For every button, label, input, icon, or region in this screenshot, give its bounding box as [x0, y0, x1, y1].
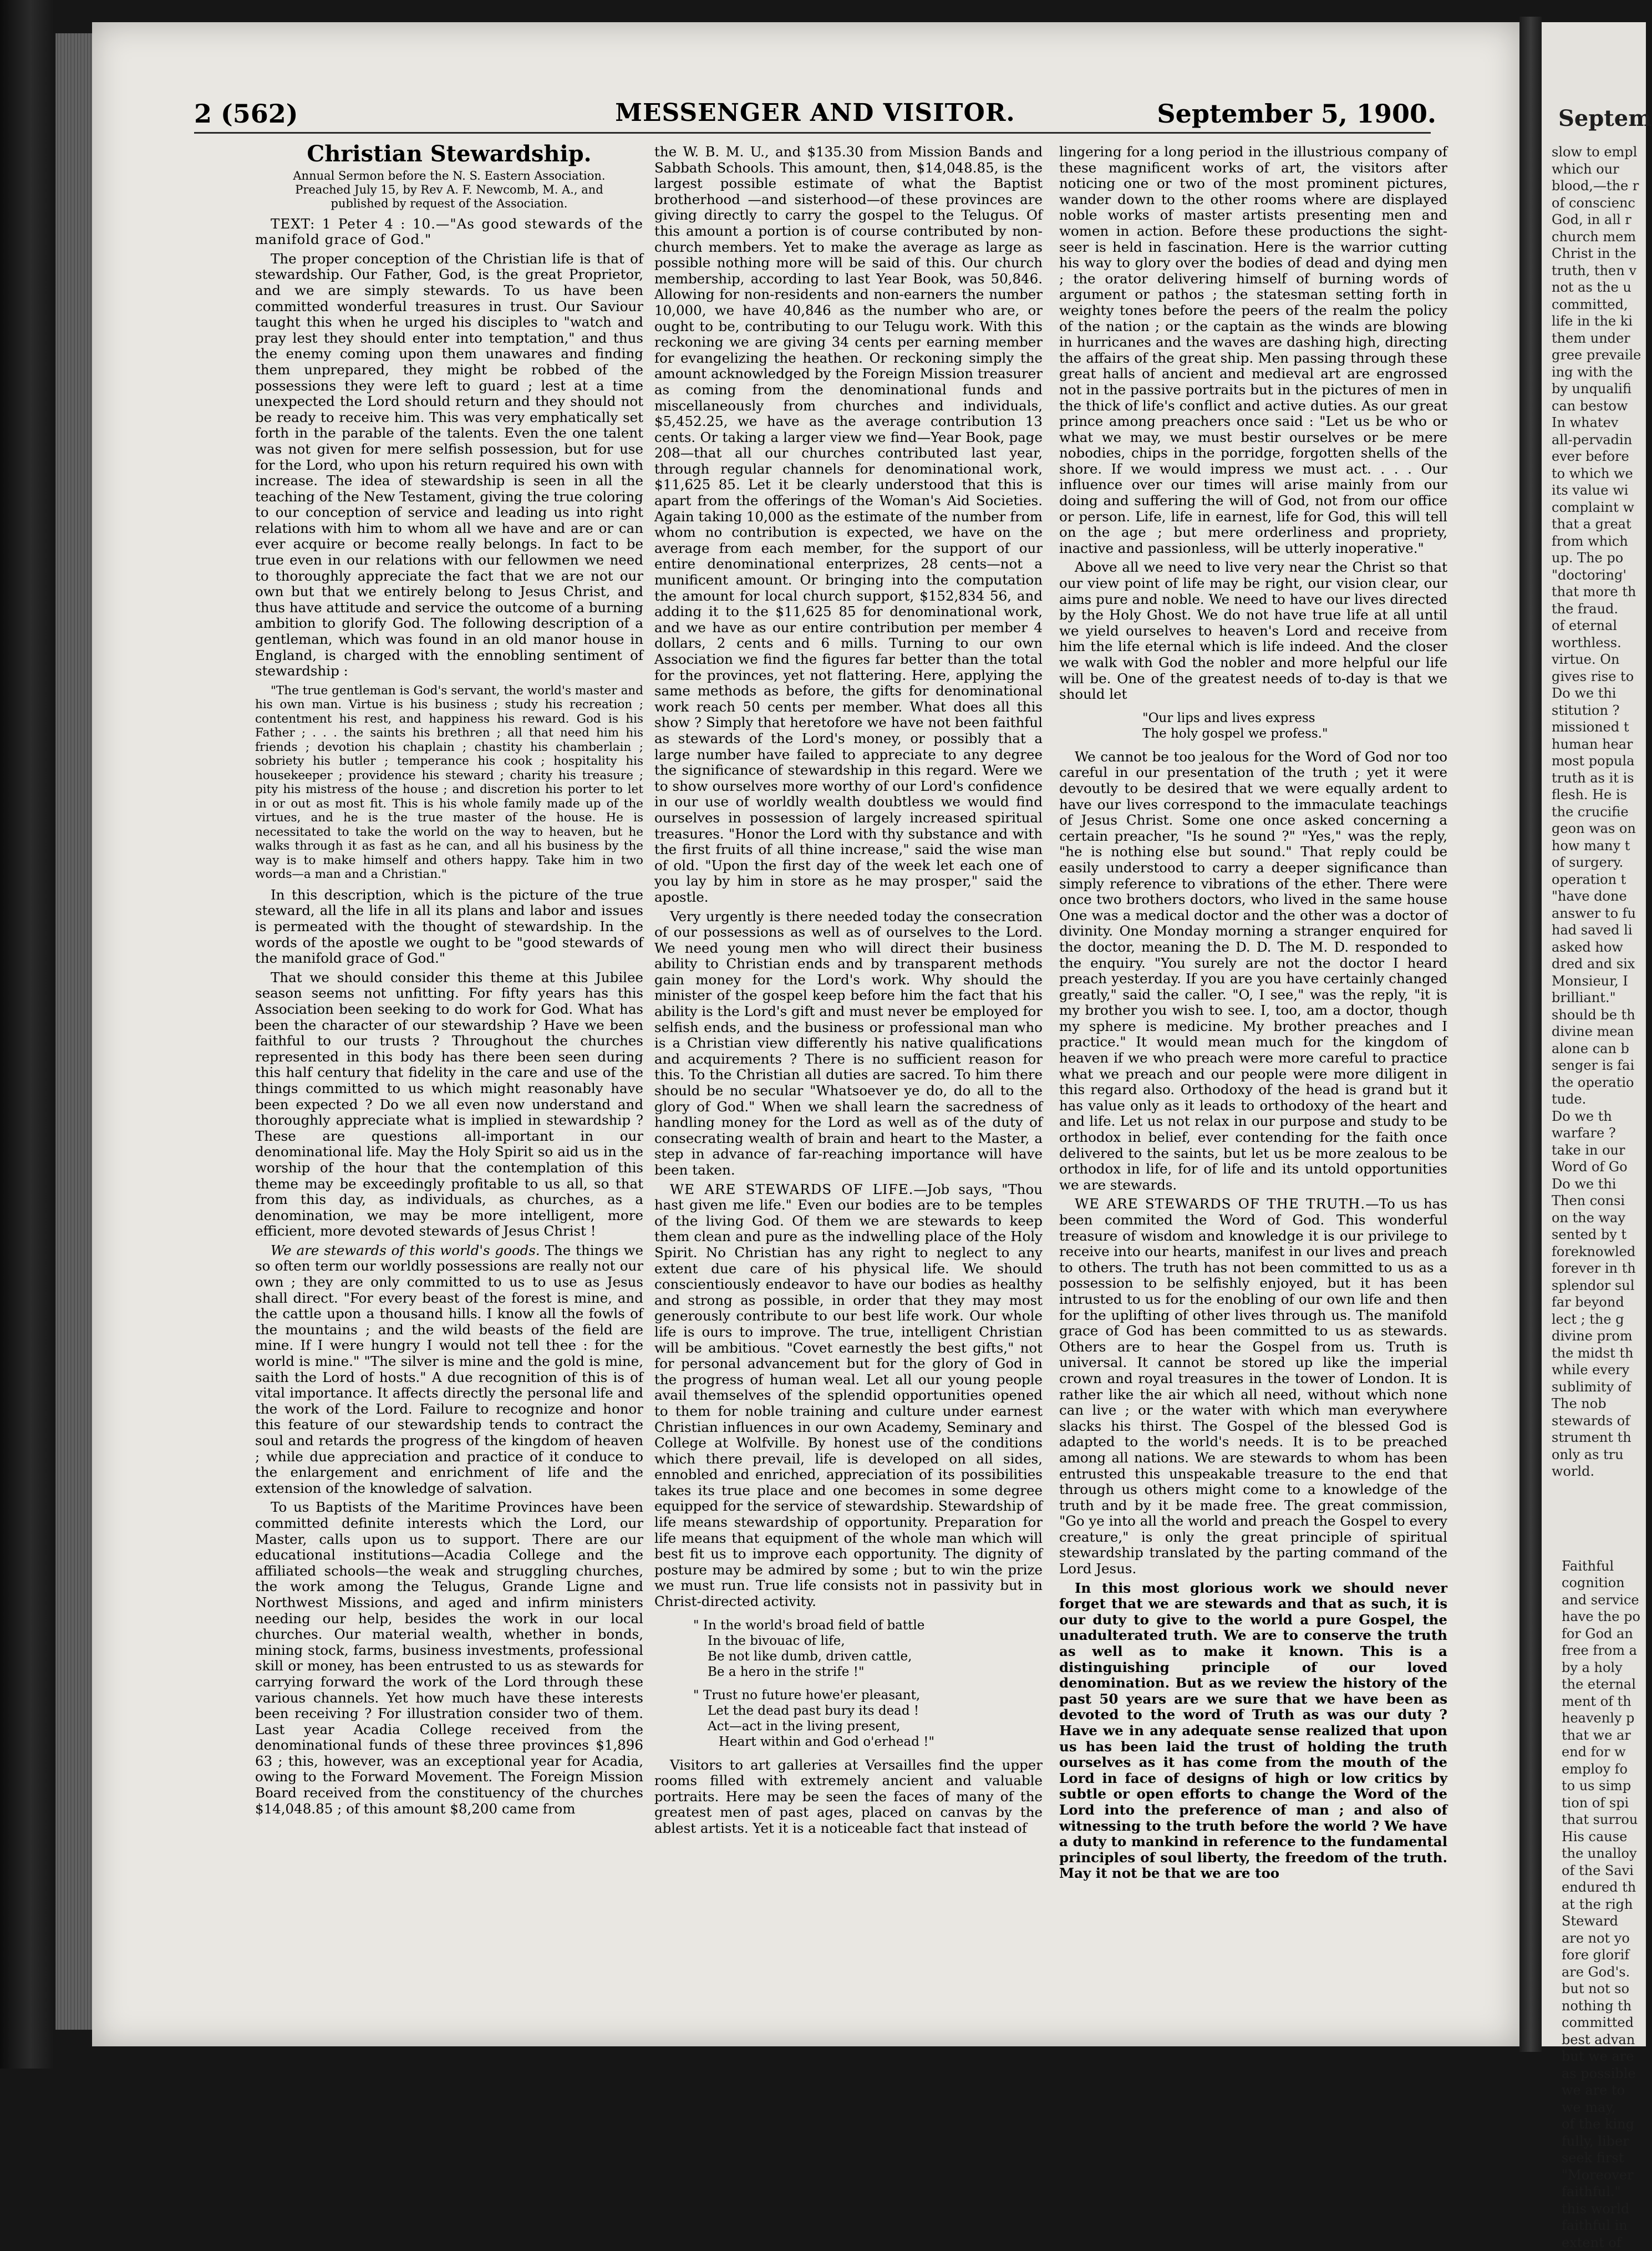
adjacent-text-line: truth as it is — [1552, 770, 1646, 787]
paragraph: In this description, which is the picture of the true steward, all the life in all its plans and labor and issues is permeated with the thought of stewardship. In the words of the apostle we ought to be "good stewards of the manifold grace of God." — [255, 887, 643, 967]
adjacent-text-line: Christ in the — [1552, 245, 1646, 262]
adjacent-text-line: Steward — [1562, 1913, 1646, 1930]
adjacent-text-line: of surgery. — [1552, 854, 1646, 871]
adjacent-text-line: Do we thi — [1552, 1176, 1646, 1193]
page-number: 2 (562) — [194, 99, 298, 129]
adjacent-text-line: how many t — [1552, 837, 1646, 855]
adjacent-text-line: to which we — [1552, 465, 1646, 482]
adjacent-text-line: "Moreover — [1562, 2167, 1646, 2184]
adjacent-text-line: that we ar — [1562, 1727, 1646, 1744]
adjacent-text-line: The nob — [1552, 1395, 1646, 1412]
adjacent-text-line: as possible — [1562, 2065, 1646, 2082]
adjacent-text-line: nothing th — [1562, 1998, 1646, 2015]
adjacent-text-line: gives rise to — [1552, 668, 1646, 685]
poem-line: The holy gospel we profess." — [1142, 726, 1447, 741]
paragraph: To us Baptists of the Maritime Provinces have been committed definite interests which the Lord, our Master, calls upon us to support. There are our educational institutions—Acadia College and the affiliated schools—the weak and struggling churches, the work among the Telugus, Grande Ligne and Northwest Missions, and aged and infirm ministers needing our help, besides the work in our local churches. Our material wealth, whether in bonds, mining stock, farms, business investments, professional skill or money, has been entrusted to us as stewards for carrying forward the work of the Lord through these various channels. Yet how much have these interests been receiving ? For illustration consider two of them. Last year Acadia College received from the denominational funds of these three provinces $1,896 63 ; this, however, was an exceptional year for Acadia, owing to the Forward Movement. The Foreign Mission Board received from the constituency of the churches $14,048.85 ; of this amount $8,200 came from — [255, 1500, 643, 1817]
adjacent-text-line: ment of th — [1562, 1693, 1646, 1710]
adjacent-text-line: only as tru — [1552, 1446, 1646, 1464]
adjacent-text-line: not as the u — [1552, 279, 1646, 296]
adjacent-text-line: and service — [1562, 1592, 1646, 1609]
adjacent-text-line: Do we thi — [1552, 685, 1646, 702]
adjacent-text-line: of the king — [1562, 2116, 1646, 2133]
adjacent-text-line: committed — [1562, 2014, 1646, 2031]
adjacent-text-line: senger is fai — [1552, 1057, 1646, 1074]
adjacent-text-bottom — [1552, 1558, 1646, 2251]
poem-line: Let the dead past bury its dead ! — [693, 1703, 1043, 1719]
poem-line: In the bivouac of life, — [693, 1633, 1043, 1649]
adjacent-text-line: blood,—the r — [1552, 177, 1646, 195]
paragraph: the W. B. M. U., and $135.30 from Mission Bands and Sabbath Schools. This amount, then, $14,048.85, is the largest possible estimate of what the Baptist brotherhood —and sisterhood—of these provinces are giving directly to carry the gospel to the Telugus. Of this amount a portion is of course contributed by non-church members. Yet to make the average as large as possible nothing more will be said of this. Our church membership, according to last Year Book, was 50,846. Allowing for non-residents and non-earners the number 10,000, we have 40,846 as the number who are, or ought to be, contributing to our Telugu work. With this reckoning we are giving 34 cents per earning member for evangelizing the heathen. Or reckoning simply the amount acknowledged by the Foreign Mission treasurer as coming from the denominational funds and miscellaneously from churches and individuals, $5,452.25, we have as the average contribution 13 cents. Or taking a larger view we find—Year Book, page 208—that all our churches contributed last year, through regular channels for denominational work, $11,625 85. Let it be clearly understood that this is apart from the offerings of the Woman's Aid Societies. Again taking 10,000 as the estimate of the number from whom no contribution is expected, we have on the average from each member, for the support of our entire denominational enterprizes, 28 cents—not a munificent amount. Or bringing into the computation the amount for local church support, $152,834 56, and adding it to the $11,625 85 for denominational work, and we have as our entire contribution per member 4 dollars, 2 cents and 6 mills. Turning to our own Association we find the figures far better than the total for the provinces, yet not flattering. Here, applying the same methods as before, the gifts for denominational work reach 50 cents per member. What does all this show ? Simply that heretofore we have not been faithful as stewards of the Lord's money, or possibly that a large number have failed to appreciate to any degree the significance of stewardship in this regard. Were we to show ourselves more worthy of our Lord's confidence in our use of worldly wealth doubtless we would find ourselves in possession of largely increased spiritual treasures. "Honor the Lord with thy substance and with the first fruits of all thine increase," said the wise man of old. "Upon the first day of the week let each one of you lay by him in store as he may prosper," said the apostle. — [654, 144, 1043, 906]
adjacent-text-line: had saved li — [1552, 922, 1646, 939]
adjacent-text-line: of conscienc — [1552, 195, 1646, 212]
adjacent-text-line: the unalloy — [1562, 1845, 1646, 1862]
adjacent-text-line: gree prevaile — [1552, 347, 1646, 364]
adjacent-text-line: virtue. On — [1552, 651, 1646, 668]
adjacent-text-line: ing with the — [1552, 364, 1646, 381]
adjacent-text-line: human hear — [1552, 736, 1646, 753]
adjacent-text-line: world. — [1552, 1463, 1646, 1480]
column-3 — [1059, 144, 1447, 1974]
column-1 — [255, 144, 643, 1974]
block-quote: "The true gentleman is God's servant, the world's master and his own man. Virtue is his business ; study his recreation ; contentment his rest, and happiness his reward. God is his Father ; . . . the saints his brethren ; all that need him his friends ; devotion his chaplain ; chastity his chamberlain ; sobriety his butler ; temperance his cook ; hospitality his housekeeper ; providence his steward ; charity his treasure ; pity his mistress of the house ; and discretion his porter to let in or out as most fit. This is his whole family made up of the virtues, and he is the true master of the house. He is necessitated to take the world on the way to heaven, but he walks through it as fast as he can, and all his business by the way is to make himself and others happy. Take him in two words—a man and a Christian." — [255, 684, 643, 882]
poem-line: Heart within and God o'erhead !" — [693, 1734, 1043, 1750]
poem-line: Act—act in the living present, — [693, 1719, 1043, 1734]
adjacent-text-line: on the way — [1552, 1210, 1646, 1227]
paragraph: Above all we need to live very near the Christ so that our view point of life may be right, our vision clear, our aims pure and noble. We need to have our lives directed by the Holy Ghost. We do not have true life at all until we yield ourselves to heaven's Lord and receive from him the life eternal which is life indeed. And the closer we walk with God the nobler and more helpful our life will be. One of the greatest needs of to-day is that we should let — [1059, 560, 1447, 702]
adjacent-text-line: flesh. He is — [1552, 786, 1646, 804]
adjacent-text-line: In whatev — [1552, 414, 1646, 431]
adjacent-text-line: take in our — [1552, 1142, 1646, 1159]
section-lead: WE ARE STEWARDS OF THE TRUTH. — [1075, 1196, 1365, 1212]
adjacent-text-line: but not so — [1562, 1980, 1646, 1998]
adjacent-text-line: "doctoring' — [1552, 567, 1646, 584]
adjacent-text-line: by a holy — [1562, 1659, 1646, 1676]
adjacent-text-line: for God an — [1562, 1625, 1646, 1643]
adjacent-text-line: can bestow — [1552, 398, 1646, 415]
adjacent-text-line: that a great — [1552, 516, 1646, 533]
adjacent-text-line: God, in all r — [1552, 211, 1646, 228]
adjacent-text-line: extent of — [1562, 2234, 1646, 2251]
adjacent-text-line: to us simp — [1562, 1777, 1646, 1795]
adjacent-text-line: dred and six — [1552, 956, 1646, 973]
adjacent-page-header: Septem — [1558, 105, 1646, 131]
column-2 — [654, 144, 1043, 1974]
adjacent-text-line: fully, liber — [1562, 2133, 1646, 2150]
paragraph — [255, 1243, 643, 1497]
adjacent-text-line: its value wi — [1552, 482, 1646, 499]
adjacent-text-line: of the Savi — [1562, 1862, 1646, 1879]
adjacent-text-line: "have done — [1552, 888, 1646, 905]
adjacent-text-line: His cause — [1562, 1828, 1646, 1846]
page-edges — [55, 33, 92, 2030]
adjacent-text-line: Faithful — [1562, 1558, 1646, 1575]
publication-title: MESSENGER AND VISITOR. — [538, 99, 1092, 127]
adjacent-text-line: employ fo — [1562, 1761, 1646, 1778]
adjacent-text-line: operation t — [1552, 871, 1646, 888]
adjacent-text-line: far beyond — [1552, 1294, 1646, 1311]
adjacent-text-line: Do we th — [1552, 1108, 1646, 1125]
paragraph: In this most glorious work we should never forget that we are stewards and that as such, it is our duty to give to the world a pure Gospel, the unadulterated truth. We are to conserve the truth as well as to make it known. This is a distinguishing principle of our loved denomination. But as we review the history of the past 50 years are we sure that we have been as devoted to the word of Truth as was our duty ? Have we in any adequate sense realized that upon us has been laid the trust of holding the truth ourselves as it has come from the mouth of the Lord in face of designs of high or low critics by subtle or open efforts to change the Word of the Lord into the preference of man ; and also of witnessing to the truth before the world ? We have a duty to mankind in reference to the fundamental principles of soul liberty, the freedom of the truth. May it not be that we are too — [1059, 1581, 1447, 1882]
adjacent-text-line: stitution ? — [1552, 702, 1646, 719]
adjacent-text-line: committed, — [1552, 296, 1646, 313]
paragraph: That we should consider this theme at this Jubilee season seems not unfitting. For fifty years has this Association been seeking to do work for God. What has been the character of our stewardship ? Have we been faithful to our trusts ? Throughout the churches represented in this body has there been seen during this half century that fidelity in the care and use of the things committed to us which might reasonably have been expected ? Do we all even now understand and thoroughly appreciate what is implied in stewardship ? These are questions all-important in our denominational life. May the Holy Spirit so aid us in the worship of the hour that the contemplation of this theme may be exceedingly profitable to us all, so that from this day, as individuals, as churches, as a denomination, we may be more intelligent, more efficient, more devoted stewards of Jesus Christ ! — [255, 970, 643, 1239]
adjacent-text-line: worthless. — [1552, 634, 1646, 652]
issue-date: September 5, 1900. — [1157, 99, 1436, 129]
adjacent-text-line: missioned t — [1552, 719, 1646, 736]
adjacent-text-line: complaint w — [1552, 499, 1646, 516]
adjacent-text-top — [1542, 144, 1646, 1480]
paragraph — [1059, 1196, 1447, 1577]
adjacent-text-line: answer to fu — [1552, 905, 1646, 922]
adjacent-text-line: alone can b — [1552, 1040, 1646, 1058]
sermon-text: TEXT: 1 Peter 4 : 10.—"As good stewards of the manifold grace of God." — [255, 216, 643, 248]
adjacent-text-line: truth, then v — [1552, 262, 1646, 280]
paragraph-body: —To us has been commited the Word of God. This wonderful treasure of wisdom and knowledge it is our privilege to receive into our hearts, manifest in our lives and preach to others. The truth has not been committed to us as a possession to be selfishly enjoyed, but it has been intrusted to us for the enobling of our own life and then for the uplifting of other lives through us. The manifold grace of God has been committed to us as stewards. Others are to hear the Gospel from us. Truth is universal. It cannot be stored up like the imperial crown and royal treasures in the tower of London. It is rather like the air which all need, without which none can live ; or the water with which man everywhere slacks his thirst. The Gospel of the blessed God is adapted to the world's needs. It is to be preached among all nations. We are stewards to whom has been entrusted this unspeakable treasure to the end that through us others might come to a knowledge of the truth and by it be made free. The great commission, "Go ye into all the world and preach the Gospel to every creature," is only the great principle of spiritual stewardship translated by the parting command of the Lord Jesus. — [1059, 1196, 1447, 1577]
poem-line: Be not like dumb, driven cattle, — [693, 1649, 1043, 1664]
adjacent-text-line: heavenly p — [1562, 1710, 1646, 1727]
paragraph-body: The things we so often term our worldly possessions are really not our own ; they are only committed to us to use as Jesus shall direct. "For every beast of the forest is mine, and the cattle upon a thousand hills. I know all the fowls of the mountains ; and the wild beasts of the field are mine. If I were hungry I would not tell thee : for the world is mine." "The silver is mine and the gold is mine, saith the Lord of hosts." A due recognition of this is of vital importance. It affects directly the personal life and the work of the Lord. Failure to recognize and honor this feature of our stewardship tends to contract the soul and retards the progress of the kingdom of heaven ; while due appreciation and practice of it conduce to the enlargement and enrichment of life and the extension of the knowledge of salvation. — [255, 1242, 643, 1496]
poem-line: "Our lips and lives express — [1142, 710, 1447, 726]
page-gutter — [1519, 17, 1542, 2052]
adjacent-text-line: foreknowled — [1552, 1243, 1646, 1261]
adjacent-text-line: asked how — [1552, 939, 1646, 956]
adjacent-text-line: slow to empl — [1552, 144, 1646, 161]
adjacent-text-line: free from a — [1562, 1642, 1646, 1659]
paragraph-body: —Job says, "Thou hast given me life." Even our bodies are to be temples of the living God. Of them we are stewards to keep them clean and pure as the indwelling place of the Holy Spirit. No Christian has any right to neglect to any extent due care of his physical life. We should conscientiously endeavor to have our bodies as healthy and strong as possible, in order that they may most generously contribute to our best life work. Our whole life is ours to improve. The true, intelligent Christian will be ambitious. "Covet earnestly the best gifts," not for personal advancement but for the glory of God in the progress of human weal. Let all our young people avail themselves of the splendid opportunities opened to them for noble training and culture under earnest Christian influences in our own Academy, Seminary and College at Wolfville. By honest use of the conditions which there prevail, life is developed on all sides, ennobled and enriched, appreciation of its possibilities takes its true place and one becomes in some degree equipped for the service of stewardship. Stewardship of life means stewardship of opportunity. Preparation for life means that equipment of the whole man which will best fit us to improve each opportunity. The dignity of posture may be admired by some ; but to win the prize we must run. True life consists not in passivity but in Christ-directed activity. — [654, 1181, 1043, 1609]
adjacent-text-line: them under — [1552, 330, 1646, 347]
section-lead: We are stewards of this world's goods. — [271, 1242, 540, 1258]
adjacent-text-line: by unqualifi — [1552, 380, 1646, 398]
adjacent-text-line: forever in th — [1552, 1260, 1646, 1277]
header-rule — [194, 132, 1431, 134]
adjacent-text-line: the crucifie — [1552, 804, 1646, 821]
adjacent-text-line: divine prom — [1552, 1328, 1646, 1345]
adjacent-text-line: that surrou — [1562, 1811, 1646, 1828]
adjacent-text-line: end for w — [1562, 1744, 1646, 1761]
adjacent-text-line: lect ; the g — [1552, 1311, 1646, 1328]
adjacent-text-line: tude. — [1552, 1091, 1646, 1108]
adjacent-text-line: up. The po — [1552, 550, 1646, 567]
adjacent-text-line: the fraud. — [1552, 601, 1646, 618]
paragraph — [654, 1182, 1043, 1610]
adjacent-text-line: Then consi — [1552, 1192, 1646, 1210]
adjacent-text-line: faithful in — [1562, 2217, 1646, 2234]
adjacent-text-line: warfare ? — [1552, 1125, 1646, 1142]
adjacent-text-line: but we are — [1562, 2048, 1646, 2065]
adjacent-text-line: Word of Go — [1552, 1158, 1646, 1176]
adjacent-text-line: geon was on — [1552, 820, 1646, 837]
adjacent-text-line: this world — [1562, 2201, 1646, 2218]
book-binding — [0, 0, 55, 2069]
adjacent-text-line: all-pervadin — [1552, 431, 1646, 449]
adjacent-text-line: Monsieur, I — [1552, 973, 1646, 990]
adjacent-text-line: sublimity of — [1552, 1379, 1646, 1396]
section-lead: WE ARE STEWARDS OF LIFE. — [670, 1181, 913, 1197]
adjacent-text-line: fore glorif — [1562, 1947, 1646, 1964]
adjacent-text-line: should be th — [1552, 1007, 1646, 1024]
adjacent-text-line: ever before — [1552, 448, 1646, 465]
adjacent-text-line: which our — [1552, 161, 1646, 178]
adjacent-text-line: tion of spi — [1562, 1795, 1646, 1812]
poem — [1142, 710, 1447, 741]
adjacent-text-line: the eternal — [1562, 1676, 1646, 1693]
paragraph: lingering for a long period in the illustrious company of these magnificent works of art, the visitors after noticing one or two of the most prominent pictures, wander down to the other rooms where are displayed noble works of master artists presenting men and women in action. Before these productions the sight-seer is held in fascination. Here is the warrior cutting his way to glory over the bodies of dead and dying men ; the orator delivering himself of burning words of argument or pathos ; the statesman setting forth in weighty tones before the peers of the realm the policy of the nation ; or the captain as the winds are blowing in hurricanes and the waves are dashing high, directing the affairs of the great ship. Men passing through these great halls of ancient and medieval art are engrossed not in the passive portraits but in the pictures of men in the thick of life's conflict and active duties. As our great prince among preachers once said : "Let us be who or what we may, we must bestir ourselves or be mere nobodies, chips in the porridge, forgotten shells of the shore. If we would impress we must act. . . . Our influence over our times will arise mainly from our doing and suffering the will of God, not from our office or person. Life, life in earnest, life for God, this will tell on the age ; but mere orderliness and propriety, inactive and passionless, will be utterly inoperative." — [1059, 144, 1447, 556]
adjacent-text-line: brilliant." — [1552, 989, 1646, 1007]
adjacent-text-line: have the po — [1562, 1608, 1646, 1625]
adjacent-page — [1542, 22, 1646, 2046]
adjacent-text-line: stewards of — [1552, 1412, 1646, 1430]
adjacent-text-line: the midst th — [1552, 1345, 1646, 1362]
adjacent-text-line: faithful." — [1562, 2183, 1646, 2201]
poem — [693, 1618, 1043, 1750]
article-subtitle: Annual Sermon before the N. S. Eastern Association. Preached July 15, by Rev A. F. Newcomb, M. A., and published by request of the Association. — [266, 169, 632, 211]
adjacent-text-line: that more th — [1552, 583, 1646, 601]
adjacent-text-line: seek first — [1562, 2150, 1646, 2167]
stanza-gap — [693, 1680, 1043, 1688]
adjacent-text-line: we are to — [1562, 2082, 1646, 2099]
paragraph: Visitors to art galleries at Versailles find the upper rooms filled with extremely ancient and valuable portraits. Here may be seen the faces of many of the greatest men of past ages, placed on canvas by the ablest artists. Yet it is a noticeable fact that instead of — [654, 1757, 1043, 1837]
poem-line: Be a hero in the strife !" — [693, 1664, 1043, 1680]
poem-line: " In the world's broad field of battle — [693, 1618, 1043, 1633]
adjacent-text-line: most popula — [1552, 753, 1646, 770]
adjacent-text-line: the operatio — [1552, 1074, 1646, 1091]
adjacent-text-line: from which — [1552, 533, 1646, 550]
article-title: Christian Stewardship. — [255, 146, 643, 162]
adjacent-text-line: at the righ — [1562, 1896, 1646, 1913]
adjacent-text-line: while every — [1552, 1361, 1646, 1379]
paragraph: The proper conception of the Christian life is that of stewardship. Our Father, God, is the great Proprietor, and we are simply stewards. To us have been committed wonderful treasures in trust. Our Saviour taught this when he urged his disciples to "watch and pray lest they should enter into temptation," and thus the enemy coming upon them unawares and finding them unprepared, they might be robbed of the possessions they were left to guard ; lest at a time unexpected the Lord should return and they should not be ready to receive him. This was very emphatically set forth in the parable of the talents. Even the one talent was not given for mere selfish possession, but for use for the Lord, who upon his return required his own with increase. The idea of stewardship is seen in all the teaching of the New Testament, giving the true coloring to our conception of service and leading us into right relations with him to whom all we have and are or can ever acquire or become really belongs. In fact to be true even in our relations with our fellowmen we need to thoroughly appreciate the fact that we are not our own but that we entirely belong to Jesus Christ, and thus have attitude and service the outcome of a burning ambition to glorify God. The following description of a gentleman, which was found in an old manor house in England, is charged with the ennobling sentiment of stewardship : — [255, 251, 643, 679]
adjacent-text-line: life in the ki — [1552, 313, 1646, 330]
adjacent-text-line: cognition — [1562, 1574, 1646, 1592]
adjacent-text-line: endured th — [1562, 1879, 1646, 1896]
adjacent-text-line: splendor sul — [1552, 1277, 1646, 1294]
adjacent-text-line: sented by t — [1552, 1226, 1646, 1243]
adjacent-text-line: best advan — [1562, 2031, 1646, 2049]
paragraph: Very urgently is there needed today the consecration of our possessions as well as of ourselves to the Lord. We need young men who will direct their business ability to Christian ends and by transparent methods gain money for the Lord's work. Why should the minister of the gospel keep before him the fact that his ability is the Lord's gift and must never be employed for selfish ends, and the business or professional man who is a Christian view differently his native qualifications and acquirements ? There is no sufficient reason for this. To the Christian all duties are sacred. To him there should be no secular "Whatsoever ye do, do all to the glory of God." When we shall learn the sacredness of handling money for the Lord as well as of the duty of consecrating wealth of brain and heart to the Master, a step in advance of far-reaching importance will have been taken. — [654, 909, 1043, 1178]
adjacent-text-line: church mem — [1552, 228, 1646, 246]
adjacent-text-line: we may, — [1562, 2099, 1646, 2116]
adjacent-text-line: divine mean — [1552, 1023, 1646, 1040]
adjacent-text-line: of eternal — [1552, 617, 1646, 634]
paragraph: We cannot be too jealous for the Word of God nor too careful in our presentation of the truth ; yet it were devoutly to be desired that we were equally ardent to have our lives correspond to the immaculate teachings of Jesus Christ. Some one once asked concerning a certain preacher, "Is he sound ?" "Yes," was the reply, "he is nothing else but sound." That reply could be easily understood to carry a deeper significance than simply reference to vibrations of the ether. There were once two brothers doctors, who lived in the same house One was a medical doctor and the other was a doctor of divinity. One Monday morning a stranger enquired for the doctor, meaning the D. D. The M. D. responded to the enquiry. "You surely are not the doctor I heard preach yesterday. If you are you have certainly changed greatly," said the caller. "O, I see," was the reply, "it is my brother you wish to see. I, too, am a doctor, though my sphere is medicine. My brother preaches and I practice." It would mean much for the kingdom of heaven if we who preach were more careful to practice what we preach and our people were more diligent in this regard also. Orthodoxy of the head is grand but it has value only as it leads to orthodoxy of the heart and and life. Let us not relax in our purpose and study to be orthodox in belief, ever contending for the faith once delivered to the saints, but let us be more zealous to be orthodox in life, for of life and its untold opportunities we are stewards. — [1059, 749, 1447, 1193]
adjacent-text-line: strument th — [1552, 1429, 1646, 1446]
adjacent-text-line: are not yo — [1562, 1930, 1646, 1947]
adjacent-text-line: are God's. — [1562, 1964, 1646, 1981]
poem-line: " Trust no future howe'er pleasant, — [693, 1688, 1043, 1703]
